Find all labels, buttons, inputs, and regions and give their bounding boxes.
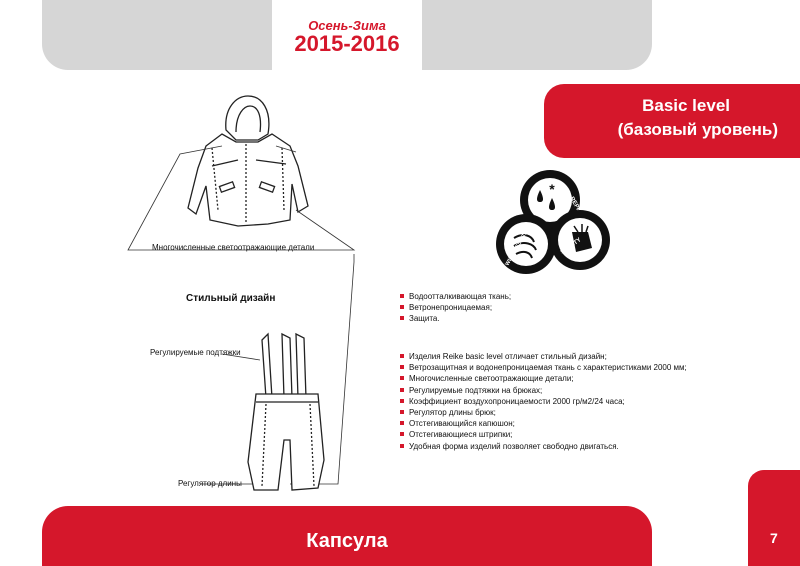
jacket-illustration [188,96,308,226]
page-number: 7 [770,530,778,546]
page-number-tab [748,470,800,566]
jacket-callout-label: Многочисленные светоотражающие детали [152,243,315,252]
badge-safety-label: SAFETY [559,237,583,256]
list-item: Регулируемые подтяжки на брюках; [400,385,687,396]
badge-wind-label: WIND RESISTANT [504,223,534,267]
footer-bar [42,506,652,566]
list-item: Ветронепроницаемая; [400,302,511,313]
pants-illustration [248,334,324,490]
list-item: Водоотталкивающая ткань; [400,291,511,302]
list-item: Отстегивающийся капюшон; [400,418,687,429]
footer-title: Капсула [306,530,388,552]
features-short-list [400,291,511,325]
level-subtitle: (базовый уровень) [617,120,778,139]
season-years: 2015-2016 [294,31,400,56]
badge-wind [496,214,556,274]
list-item: Отстегивающиеся штрипки; [400,429,687,440]
list-item: Изделия Reike basic level отличает стильный дизайн; [400,351,687,362]
design-title: Стильный дизайн [186,293,276,304]
list-item: Регулятор длины брюк; [400,407,687,418]
features-long-list [400,351,687,452]
level-title: Basic level [642,96,730,115]
list-item: Многочисленные светоотражающие детали; [400,373,687,384]
season-label: Осень-Зима [308,18,386,33]
list-item: Коэффициент воздухопроницаемости 2000 гр/м2/24 часа; [400,396,687,407]
suspenders-callout-label: Регулируемые подтяжки [150,348,241,357]
badge-safety [550,210,610,270]
list-item: Удобная форма изделий позволяет свободно двигаться. [400,441,687,452]
svg-text:*: * [549,181,555,197]
length-callout-label: Регулятор длины [178,479,242,488]
list-item: Ветрозащитная и водонепроницаемая ткань с характеристиками 2000 мм; [400,362,687,373]
list-item: Защита. [400,313,511,324]
